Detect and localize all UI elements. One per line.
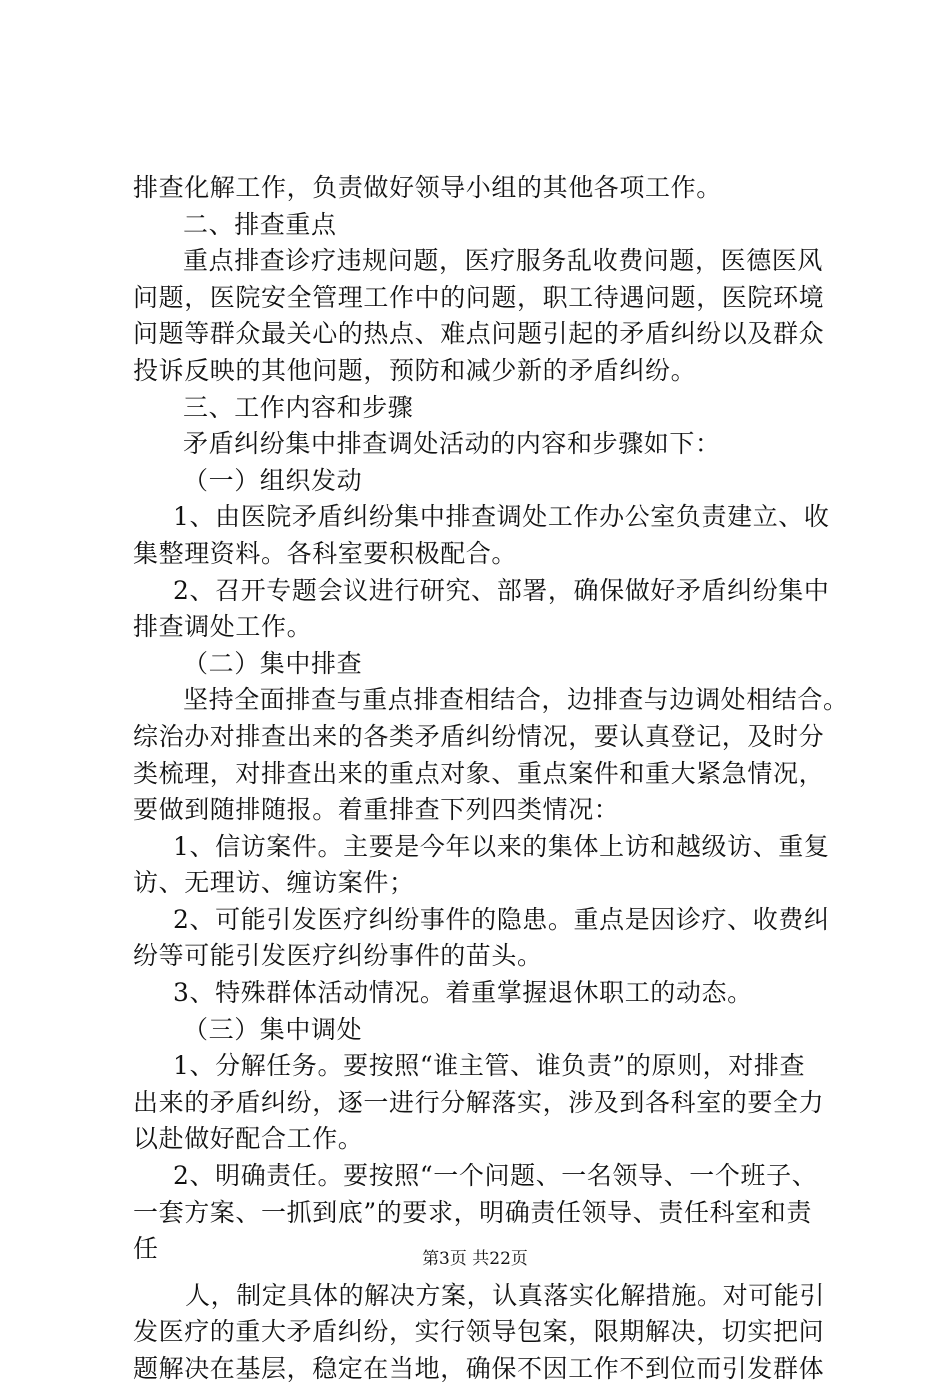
body-line: 类梳理，对排查出来的重点对象、重点案件和重大紧急情况， [133,758,825,788]
body-line: 2、可能引发医疗纠纷事件的隐患。重点是因诊疗、收费纠 [173,904,830,934]
body-line: 3、特殊群体活动情况。着重掌握退休职工的动态。 [173,978,753,1008]
body-line: 投诉反映的其他问题，预防和减少新的矛盾纠纷。 [133,355,697,385]
body-line: 任 [133,1234,159,1264]
body-line: 综治办对排查出来的各类矛盾纠纷情况，要认真登记，及时分 [133,721,825,751]
body-line: 2、明确责任。要按照“一个问题、一名领导、一个班子、 [173,1161,818,1191]
document-body [133,170,849,1388]
body-line: 发医疗的重大矛盾纠纷，实行领导包案，限期解决，切实把问 [133,1317,825,1347]
body-line: 排查调处工作。 [133,612,313,642]
page-number-footer: 第3页 共22页 [422,1249,528,1269]
body-line: 纷等可能引发医疗纠纷事件的苗头。 [133,941,543,971]
subsection-heading-2: （二）集中排查 [183,648,363,678]
body-line: 1、信访案件。主要是今年以来的集体上访和越级访、重复 [173,831,830,861]
body-line: 问题，医院安全管理工作中的问题，职工待遇问题，医院环境 [133,282,825,312]
body-line: 集整理资料。各科室要积极配合。 [133,538,518,568]
body-line: 重点排查诊疗违规问题，医疗服务乱收费问题，医德医风 [183,246,824,276]
body-line: 1、由医院矛盾纠纷集中排查调处工作办公室负责建立、收 [173,502,830,532]
subsection-heading-1: （一）组织发动 [183,465,363,495]
subsection-heading-3: （三）集中调处 [183,1014,363,1044]
body-line: 访、无理访、缠访案件； [133,868,415,898]
body-line: 1、分解任务。要按照“谁主管、谁负责”的原则，对排查 [173,1051,806,1081]
body-line: 2、召开专题会议进行研究、部署，确保做好矛盾纠纷集中 [173,575,830,605]
body-line: 一套方案、一抓到底”的要求，明确责任领导、责任科室和责 [133,1197,812,1227]
body-line: 题解决在基层，稳定在当地，确保不因工作不到位而引发群体 [133,1354,825,1383]
body-line: 以赴做好配合工作。 [133,1124,364,1154]
body-line: 坚持全面排查与重点排查相结合，边排查与边调处相结合。 [183,685,849,715]
section-heading-3: 三、工作内容和步骤 [183,392,414,422]
section-heading-2: 二、排查重点 [183,209,337,239]
body-line: 问题等群众最关心的热点、难点问题引起的矛盾纠纷以及群众 [133,319,825,349]
body-line: 出来的矛盾纠纷，逐一进行分解落实，涉及到各科室的要全力 [133,1087,825,1117]
body-line: 人，制定具体的解决方案，认真落实化解措施。对可能引 [185,1280,826,1310]
body-line: 矛盾纠纷集中排查调处活动的内容和步骤如下： [183,429,721,459]
body-line: 要做到随排随报。着重排查下列四类情况： [133,795,620,825]
body-line: 排查化解工作，负责做好领导小组的其他各项工作。 [133,173,722,202]
